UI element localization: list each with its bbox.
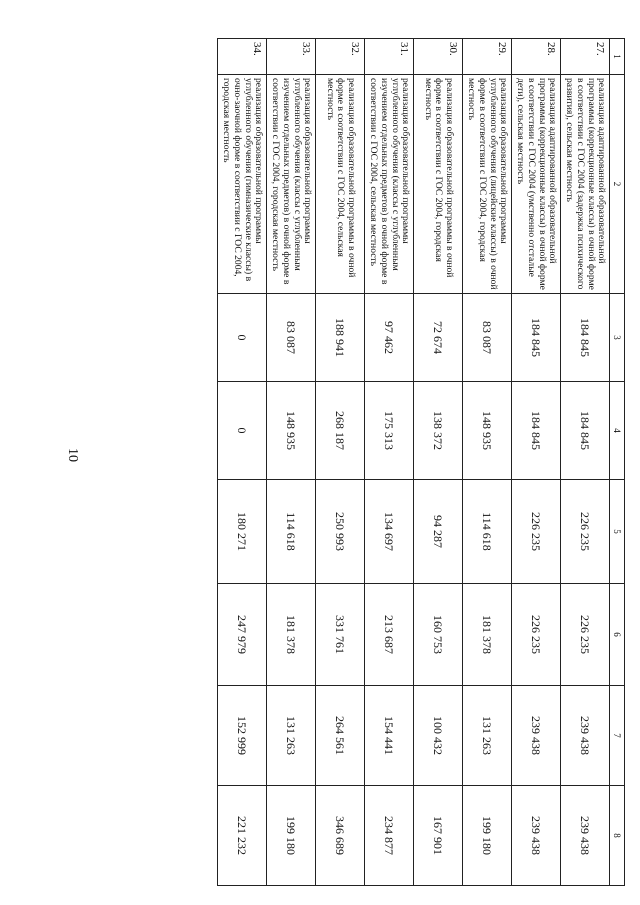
column-header: 6 <box>610 584 625 686</box>
value-col-6: 331 761 <box>316 584 365 686</box>
column-header: 4 <box>610 382 625 480</box>
program-description: реализация адаптированной образовательной программы (коррекционные классы) в очной форме в соответствии с ГОС 2004 (задержка психического развития), сельская местность <box>561 75 610 294</box>
table-row <box>365 39 414 886</box>
value-col-3: 188 941 <box>316 294 365 382</box>
value-col-5: 250 993 <box>316 480 365 584</box>
column-header: 1 <box>610 39 625 75</box>
value-col-7: 154 441 <box>365 686 414 786</box>
value-col-7: 131 263 <box>463 686 512 786</box>
value-col-3: 184 845 <box>512 294 561 382</box>
value-col-4: 184 845 <box>512 382 561 480</box>
column-header: 5 <box>610 480 625 584</box>
value-col-3: 184 845 <box>561 294 610 382</box>
value-col-6: 181 378 <box>267 584 316 686</box>
program-description: реализация образовательной программы в очной форме в соответствии с ГОС 2004, городская местность <box>414 75 463 294</box>
value-col-3: 72 674 <box>414 294 463 382</box>
value-col-3: 83 087 <box>463 294 512 382</box>
value-col-7: 152 999 <box>218 686 267 786</box>
value-col-4: 0 <box>218 382 267 480</box>
table-row <box>512 39 561 886</box>
value-col-3: 0 <box>218 294 267 382</box>
column-header: 2 <box>610 75 625 294</box>
table-row <box>561 39 610 886</box>
table-row <box>267 39 316 886</box>
value-col-4: 184 845 <box>561 382 610 480</box>
row-number: 32. <box>316 39 365 75</box>
table-row <box>414 39 463 886</box>
column-number-row <box>610 39 625 886</box>
value-col-8: 199 180 <box>463 786 512 886</box>
value-col-5: 226 235 <box>561 480 610 584</box>
value-col-5: 226 235 <box>512 480 561 584</box>
column-header: 7 <box>610 686 625 786</box>
column-header: 8 <box>610 786 625 886</box>
value-col-8: 346 689 <box>316 786 365 886</box>
value-col-6: 247 979 <box>218 584 267 686</box>
value-col-8: 167 901 <box>414 786 463 886</box>
page-number: 10 <box>65 448 80 462</box>
table-row <box>316 39 365 886</box>
value-col-7: 131 263 <box>267 686 316 786</box>
row-number: 29. <box>463 39 512 75</box>
value-col-6: 213 687 <box>365 584 414 686</box>
column-header: 3 <box>610 294 625 382</box>
value-col-6: 226 235 <box>561 584 610 686</box>
value-col-5: 134 697 <box>365 480 414 584</box>
value-col-7: 100 432 <box>414 686 463 786</box>
value-col-4: 148 935 <box>267 382 316 480</box>
program-description: реализация образовательной программы углубленного обучения (классы с углубленным изучением отдельных предметов) в очной форме в соответствии с ГОС 2004, городская местность <box>267 75 316 294</box>
table-row <box>218 39 267 886</box>
row-number: 33. <box>267 39 316 75</box>
value-col-7: 239 438 <box>512 686 561 786</box>
table-row <box>463 39 512 886</box>
value-col-7: 239 438 <box>561 686 610 786</box>
value-col-3: 83 087 <box>267 294 316 382</box>
value-col-4: 175 313 <box>365 382 414 480</box>
value-col-8: 239 438 <box>512 786 561 886</box>
value-col-6: 181 378 <box>463 584 512 686</box>
program-description: реализация образовательной программы в очной форме в соответствии с ГОС 2004, сельская местность <box>316 75 365 294</box>
program-description: реализация образовательной программы углубленного обучения (лицейские классы) в очной форме в соответствии с ГОС 2004, городская местность <box>463 75 512 294</box>
value-col-6: 226 235 <box>512 584 561 686</box>
value-col-8: 234 877 <box>365 786 414 886</box>
rotated-table-region <box>107 38 625 885</box>
row-number: 28. <box>512 39 561 75</box>
value-col-8: 199 180 <box>267 786 316 886</box>
value-col-4: 268 187 <box>316 382 365 480</box>
value-col-4: 148 935 <box>463 382 512 480</box>
value-col-6: 160 753 <box>414 584 463 686</box>
value-col-5: 114 618 <box>267 480 316 584</box>
row-number: 34. <box>218 39 267 75</box>
value-col-8: 221 232 <box>218 786 267 886</box>
value-col-5: 114 618 <box>463 480 512 584</box>
value-col-4: 138 372 <box>414 382 463 480</box>
row-number: 27. <box>561 39 610 75</box>
row-number: 30. <box>414 39 463 75</box>
value-col-8: 239 438 <box>561 786 610 886</box>
value-col-5: 94 287 <box>414 480 463 584</box>
program-description: реализация образовательной программы углубленного обучения (гимназические классы) в очно-заочной форме в соответствии с ГОС 2004, городская местность <box>218 75 267 294</box>
row-number: 31. <box>365 39 414 75</box>
value-col-5: 180 271 <box>218 480 267 584</box>
program-description: реализация адаптированной образовательной программы (коррекционные классы) в очной форме в соответствии с ГОС 2004 (умственно отсталые дети), сельская местность <box>512 75 561 294</box>
program-description: реализация образовательной программы углубленного обучения (классы с углубленным изучением отдельных предметов) в очной форме в соответствии с ГОС 2004, сельская местность <box>365 75 414 294</box>
value-col-7: 264 561 <box>316 686 365 786</box>
value-col-3: 97 462 <box>365 294 414 382</box>
funding-table <box>217 38 625 886</box>
